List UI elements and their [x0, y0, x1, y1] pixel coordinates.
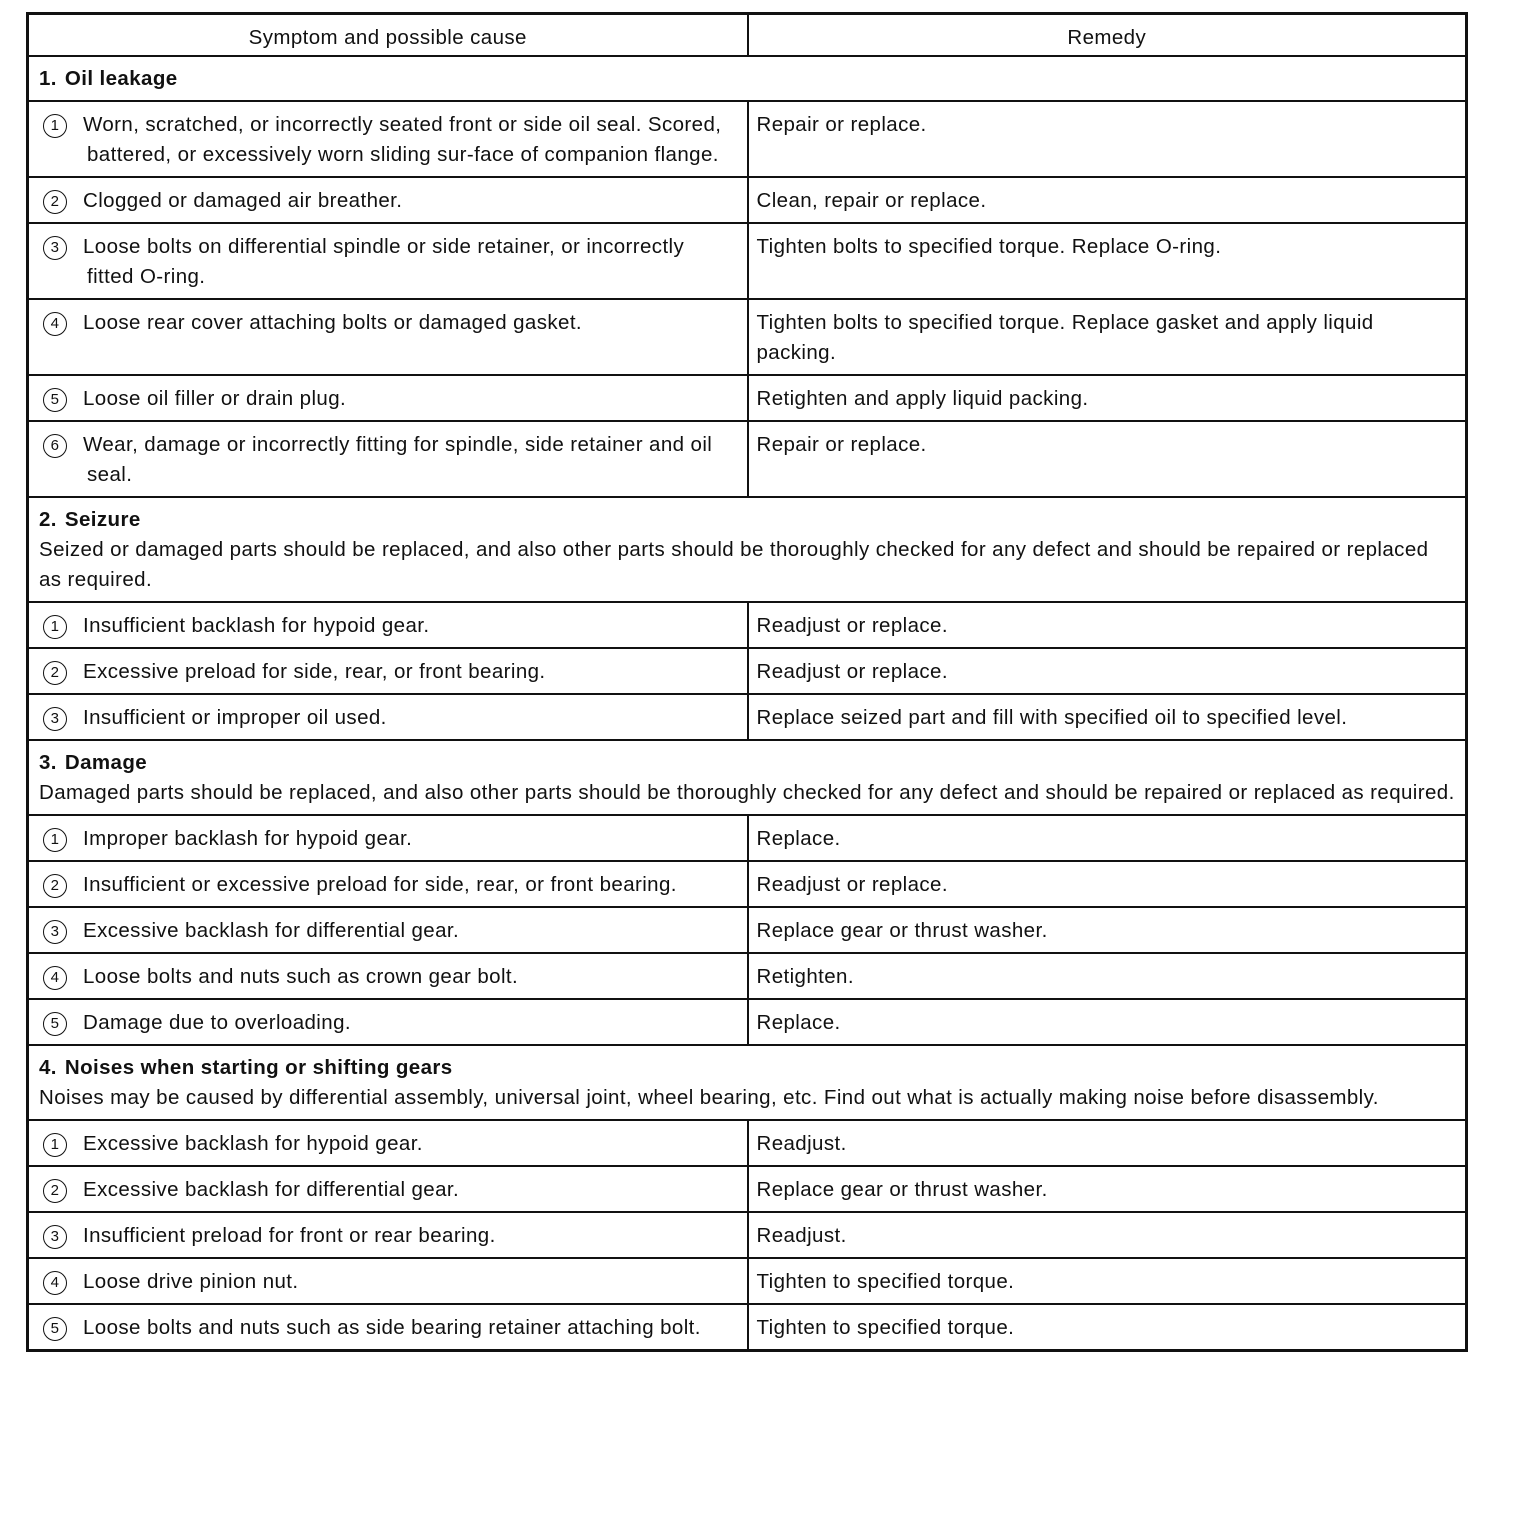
- circled-number-icon: 2: [43, 190, 67, 214]
- cause-cell: [28, 1258, 748, 1304]
- remedy-cell: [748, 299, 1467, 375]
- remedy-text: Tighten bolts to specified torque. Replace O-ring.: [756, 234, 1222, 258]
- cause-cell: [28, 421, 748, 497]
- section-title: [39, 748, 1455, 778]
- remedy-text: Readjust.: [756, 1223, 847, 1247]
- cause-content: [41, 430, 737, 490]
- cause-content: [41, 703, 737, 733]
- remedy-cell: [748, 602, 1467, 648]
- cause-text: Clogged or damaged air breather.: [83, 188, 403, 212]
- circled-number-icon: 3: [43, 1225, 67, 1249]
- cause-content: [41, 657, 737, 687]
- section-header: [28, 740, 1467, 815]
- table-row: [28, 602, 1467, 648]
- cause-cell: [28, 648, 748, 694]
- circled-number-icon: 1: [43, 615, 67, 639]
- table-row: [28, 861, 1467, 907]
- circled-number-icon: 4: [43, 966, 67, 990]
- circled-number-icon: 2: [43, 661, 67, 685]
- table-row: [28, 694, 1467, 740]
- remedy-cell: [748, 223, 1467, 299]
- circled-number-icon: 3: [43, 236, 67, 260]
- table-row: [28, 177, 1467, 223]
- remedy-cell: [748, 1304, 1467, 1351]
- section-note: Damaged parts should be replaced, and also other parts should be thoroughly checked for any defect and should be repaired or replaced as required.: [39, 780, 1455, 804]
- table-row: [28, 375, 1467, 421]
- remedy-cell: [748, 648, 1467, 694]
- table-row: [28, 101, 1467, 177]
- cause-cell: [28, 101, 748, 177]
- cause-content: [41, 870, 737, 900]
- table-row: [28, 648, 1467, 694]
- cause-cell: [28, 815, 748, 861]
- remedy-text: Clean, repair or replace.: [756, 188, 987, 212]
- cause-cell: [28, 953, 748, 999]
- cause-content: [41, 1267, 737, 1297]
- cause-text: Worn, scratched, or incorrectly seated front or side oil seal. Scored, battered, or excessively worn sliding sur-face of companion flange.: [83, 112, 722, 166]
- circled-number-icon: 1: [43, 828, 67, 852]
- remedy-cell: [748, 861, 1467, 907]
- header-row: [28, 14, 1467, 56]
- remedy-cell: [748, 1166, 1467, 1212]
- cause-text: Loose rear cover attaching bolts or damaged gasket.: [83, 310, 583, 334]
- table-row: [28, 1258, 1467, 1304]
- remedy-text: Readjust or replace.: [756, 872, 948, 896]
- cause-text: Excessive backlash for differential gear.: [83, 1177, 460, 1201]
- section-row: [28, 56, 1467, 101]
- remedy-text: Tighten to specified torque.: [756, 1269, 1015, 1293]
- remedy-text: Replace.: [756, 826, 841, 850]
- cause-text: Wear, damage or incorrectly fitting for spindle, side retainer and oil seal.: [83, 432, 713, 486]
- cause-cell: [28, 861, 748, 907]
- section-row: [28, 1045, 1467, 1120]
- circled-number-icon: 2: [43, 1179, 67, 1203]
- remedy-text: Tighten bolts to specified torque. Replace gasket and apply liquid packing.: [756, 310, 1374, 364]
- column-header-cause: Symptom and possible cause: [28, 14, 748, 56]
- cause-content: [41, 916, 737, 946]
- table-row: [28, 953, 1467, 999]
- section-header: [28, 497, 1467, 602]
- remedy-text: Readjust or replace.: [756, 659, 948, 683]
- section-title: [39, 1053, 1455, 1083]
- cause-cell: [28, 375, 748, 421]
- table-row: [28, 907, 1467, 953]
- cause-content: [41, 824, 737, 854]
- section-title: [39, 64, 1455, 94]
- remedy-cell: [748, 1120, 1467, 1166]
- table-row: [28, 815, 1467, 861]
- cause-cell: [28, 1120, 748, 1166]
- section-title-text: Damage: [64, 750, 148, 774]
- cause-text: Insufficient or improper oil used.: [83, 705, 387, 729]
- section-row: [28, 740, 1467, 815]
- column-header-remedy: Remedy: [748, 14, 1467, 56]
- section-row: [28, 497, 1467, 602]
- section-number: 4.: [39, 1055, 57, 1079]
- remedy-text: Repair or replace.: [756, 112, 927, 136]
- table-row: [28, 999, 1467, 1045]
- remedy-text: Replace.: [756, 1010, 841, 1034]
- cause-text: Excessive backlash for hypoid gear.: [83, 1131, 423, 1155]
- cause-content: [41, 308, 737, 338]
- cause-content: [41, 1221, 737, 1251]
- section-header: [28, 56, 1467, 101]
- cause-content: [41, 611, 737, 641]
- circled-number-icon: 1: [43, 1133, 67, 1157]
- remedy-cell: [748, 375, 1467, 421]
- remedy-text: Repair or replace.: [756, 432, 927, 456]
- remedy-text: Replace gear or thrust washer.: [756, 918, 1048, 942]
- section-title-text: Oil leakage: [64, 66, 178, 90]
- circled-number-icon: 2: [43, 874, 67, 898]
- circled-number-icon: 5: [43, 388, 67, 412]
- cause-content: [41, 962, 737, 992]
- table-row: [28, 1120, 1467, 1166]
- cause-cell: [28, 223, 748, 299]
- cause-cell: [28, 299, 748, 375]
- cause-cell: [28, 602, 748, 648]
- cause-text: Improper backlash for hypoid gear.: [83, 826, 413, 850]
- table-row: [28, 421, 1467, 497]
- cause-content: [41, 186, 737, 216]
- remedy-text: Replace gear or thrust washer.: [756, 1177, 1048, 1201]
- cause-cell: [28, 694, 748, 740]
- cause-cell: [28, 177, 748, 223]
- cause-text: Insufficient preload for front or rear bearing.: [83, 1223, 496, 1247]
- cause-cell: [28, 1212, 748, 1258]
- cause-text: Excessive backlash for differential gear.: [83, 918, 460, 942]
- section-number: 2.: [39, 507, 57, 531]
- section-title: [39, 505, 1455, 535]
- remedy-cell: [748, 177, 1467, 223]
- cause-text: Damage due to overloading.: [83, 1010, 351, 1034]
- circled-number-icon: 6: [43, 434, 67, 458]
- remedy-text: Retighten and apply liquid packing.: [756, 386, 1089, 410]
- section-number: 3.: [39, 750, 57, 774]
- circled-number-icon: 5: [43, 1317, 67, 1341]
- cause-text: Insufficient or excessive preload for side, rear, or front bearing.: [83, 872, 677, 896]
- cause-content: [41, 232, 737, 292]
- cause-content: [41, 384, 737, 414]
- cause-text: Loose bolts and nuts such as side bearing retainer attaching bolt.: [83, 1315, 701, 1339]
- remedy-cell: [748, 1212, 1467, 1258]
- section-header: [28, 1045, 1467, 1120]
- circled-number-icon: 4: [43, 312, 67, 336]
- remedy-text: Tighten to specified torque.: [756, 1315, 1015, 1339]
- table-row: [28, 223, 1467, 299]
- table-row: [28, 1166, 1467, 1212]
- cause-cell: [28, 1304, 748, 1351]
- cause-text: Loose bolts and nuts such as crown gear bolt.: [83, 964, 519, 988]
- circled-number-icon: 1: [43, 114, 67, 138]
- remedy-text: Readjust or replace.: [756, 613, 948, 637]
- section-note: Noises may be caused by differential assembly, universal joint, wheel bearing, etc. Find out what is actually making noise before disassembly.: [39, 1085, 1379, 1109]
- remedy-cell: [748, 907, 1467, 953]
- cause-content: [41, 1008, 737, 1038]
- remedy-cell: [748, 815, 1467, 861]
- table-body: [28, 56, 1467, 1351]
- troubleshooting-table: [26, 12, 1468, 1352]
- remedy-cell: [748, 694, 1467, 740]
- cause-cell: [28, 999, 748, 1045]
- table-row: [28, 1304, 1467, 1351]
- section-number: 1.: [39, 66, 57, 90]
- remedy-text: Replace seized part and fill with specified oil to specified level.: [756, 705, 1348, 729]
- circled-number-icon: 5: [43, 1012, 67, 1036]
- cause-content: [41, 1129, 737, 1159]
- section-title-text: Seizure: [64, 507, 141, 531]
- section-title-text: Noises when starting or shifting gears: [64, 1055, 453, 1079]
- cause-text: Excessive preload for side, rear, or front bearing.: [83, 659, 546, 683]
- remedy-cell: [748, 953, 1467, 999]
- circled-number-icon: 3: [43, 920, 67, 944]
- circled-number-icon: 3: [43, 707, 67, 731]
- remedy-cell: [748, 999, 1467, 1045]
- cause-content: [41, 1175, 737, 1205]
- remedy-text: Readjust.: [756, 1131, 847, 1155]
- cause-text: Loose drive pinion nut.: [83, 1269, 299, 1293]
- cause-text: Loose oil filler or drain plug.: [83, 386, 347, 410]
- circled-number-icon: 4: [43, 1271, 67, 1295]
- table-row: [28, 1212, 1467, 1258]
- remedy-text: Retighten.: [756, 964, 854, 988]
- cause-cell: [28, 1166, 748, 1212]
- cause-content: [41, 110, 737, 170]
- remedy-cell: [748, 421, 1467, 497]
- remedy-cell: [748, 101, 1467, 177]
- cause-text: Insufficient backlash for hypoid gear.: [83, 613, 430, 637]
- section-note: Seized or damaged parts should be replaced, and also other parts should be thoroughly checked for any defect and should be repaired or replaced as required.: [39, 537, 1429, 591]
- cause-content: [41, 1313, 737, 1343]
- remedy-cell: [748, 1258, 1467, 1304]
- cause-text: Loose bolts on differential spindle or side retainer, or incorrectly fitted O-ring.: [83, 234, 685, 288]
- cause-cell: [28, 907, 748, 953]
- table-row: [28, 299, 1467, 375]
